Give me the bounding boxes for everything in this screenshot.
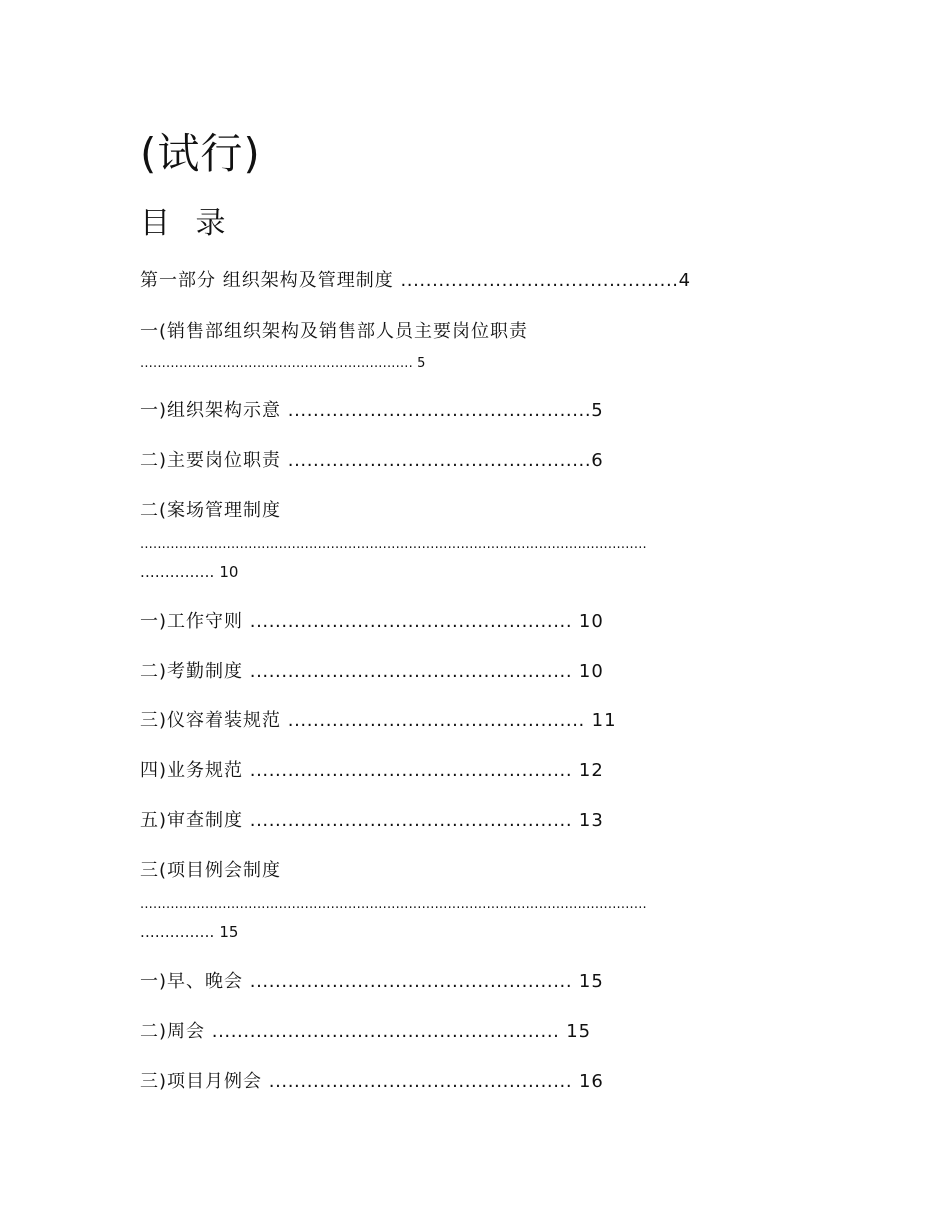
toc-entry-label: 三)项目月例会 bbox=[140, 1071, 263, 1092]
toc-leader-dots: ................................................ bbox=[287, 450, 592, 471]
toc-page-number: 11 bbox=[591, 710, 617, 731]
toc-entry-label: 二(案场管理制度 bbox=[140, 500, 282, 521]
toc-entry-part-one[interactable] bbox=[140, 269, 691, 293]
toc-entry-label: 一)工作守则 bbox=[140, 611, 244, 632]
toc-leader-dots: ............................................... bbox=[287, 710, 585, 731]
toc-entry-work-rules[interactable] bbox=[140, 610, 604, 634]
toc-leader-dots: ................................................... bbox=[249, 810, 573, 831]
toc-page-number: 5 bbox=[591, 400, 604, 421]
toc-page-number: 5 bbox=[417, 356, 426, 371]
toc-leader-dots: ............................................ bbox=[400, 270, 679, 291]
toc-leader-dots: ................................................... bbox=[249, 760, 573, 781]
toc-entry-weekly-meeting[interactable] bbox=[140, 1020, 591, 1044]
toc-leader-dots: ................................................... bbox=[249, 661, 573, 682]
toc-entry-sales-org-leader bbox=[140, 355, 425, 373]
toc-entry-label: 五)审查制度 bbox=[140, 810, 244, 831]
toc-entry-main-duties[interactable] bbox=[140, 449, 604, 473]
toc-leader-dots: ................................................... bbox=[249, 611, 573, 632]
toc-leader-dots: ................................................ bbox=[268, 1071, 573, 1092]
toc-entry-label: 第一部分 组织架构及管理制度 bbox=[140, 270, 394, 291]
toc-leader-dots: ............... bbox=[140, 563, 215, 581]
toc-heading: 目 录 bbox=[140, 206, 234, 241]
toc-page-number: 15 bbox=[219, 923, 239, 941]
toc-entry-label: 二)考勤制度 bbox=[140, 661, 244, 682]
toc-entry-daily-meetings[interactable] bbox=[140, 970, 604, 994]
toc-entry-label: 二)主要岗位职责 bbox=[140, 450, 282, 471]
toc-page-number: 10 bbox=[578, 661, 604, 682]
toc-page-number: 10 bbox=[578, 611, 604, 632]
toc-page-number: 12 bbox=[578, 760, 604, 781]
toc-leader-dots: ..................................................................................................................... bbox=[140, 537, 647, 552]
toc-entry-site-management[interactable] bbox=[140, 499, 281, 523]
toc-entry-label: 一)早、晚会 bbox=[140, 971, 244, 992]
toc-entry-site-management-leader-2 bbox=[140, 563, 238, 581]
document-title: (试行) bbox=[140, 129, 261, 178]
toc-page-number: 6 bbox=[591, 450, 604, 471]
toc-page-number: 4 bbox=[678, 270, 692, 291]
toc-entry-project-meetings-leader-2 bbox=[140, 923, 238, 941]
toc-entry-site-management-leader-1 bbox=[140, 536, 647, 554]
toc-entry-label: 四)业务规范 bbox=[140, 760, 244, 781]
toc-leader-dots: ............... bbox=[140, 923, 215, 941]
toc-page-number: 15 bbox=[578, 971, 604, 992]
toc-leader-dots: ................................................ bbox=[287, 400, 592, 421]
toc-leader-dots: ..................................................................................................................... bbox=[140, 897, 647, 912]
toc-page-number: 15 bbox=[566, 1021, 592, 1042]
toc-entry-project-meetings[interactable] bbox=[140, 859, 281, 883]
toc-entry-label: 一(销售部组织架构及销售部人员主要岗位职责 bbox=[140, 321, 529, 342]
toc-entry-project-meetings-leader-1 bbox=[140, 896, 647, 914]
toc-entry-org-diagram[interactable] bbox=[140, 399, 604, 423]
toc-page-number: 10 bbox=[219, 563, 239, 581]
toc-entry-sales-org[interactable] bbox=[140, 320, 528, 344]
toc-entry-monthly-meeting[interactable] bbox=[140, 1070, 604, 1094]
toc-leader-dots: ................................................... bbox=[249, 971, 573, 992]
toc-entry-label: 二)周会 bbox=[140, 1021, 206, 1042]
toc-leader-dots: ....................................................... bbox=[211, 1021, 560, 1042]
toc-entry-attendance[interactable] bbox=[140, 660, 604, 684]
toc-entry-label: 三(项目例会制度 bbox=[140, 860, 282, 881]
toc-entry-dress-code[interactable] bbox=[140, 709, 617, 733]
toc-entry-label: 三)仪容着装规范 bbox=[140, 710, 282, 731]
toc-leader-dots: ............................................................... bbox=[140, 356, 413, 371]
toc-entry-business-rules[interactable] bbox=[140, 759, 604, 783]
toc-entry-review-system[interactable] bbox=[140, 809, 604, 833]
toc-page-number: 13 bbox=[578, 810, 604, 831]
toc-entry-label: 一)组织架构示意 bbox=[140, 400, 282, 421]
toc-page-number: 16 bbox=[578, 1071, 604, 1092]
